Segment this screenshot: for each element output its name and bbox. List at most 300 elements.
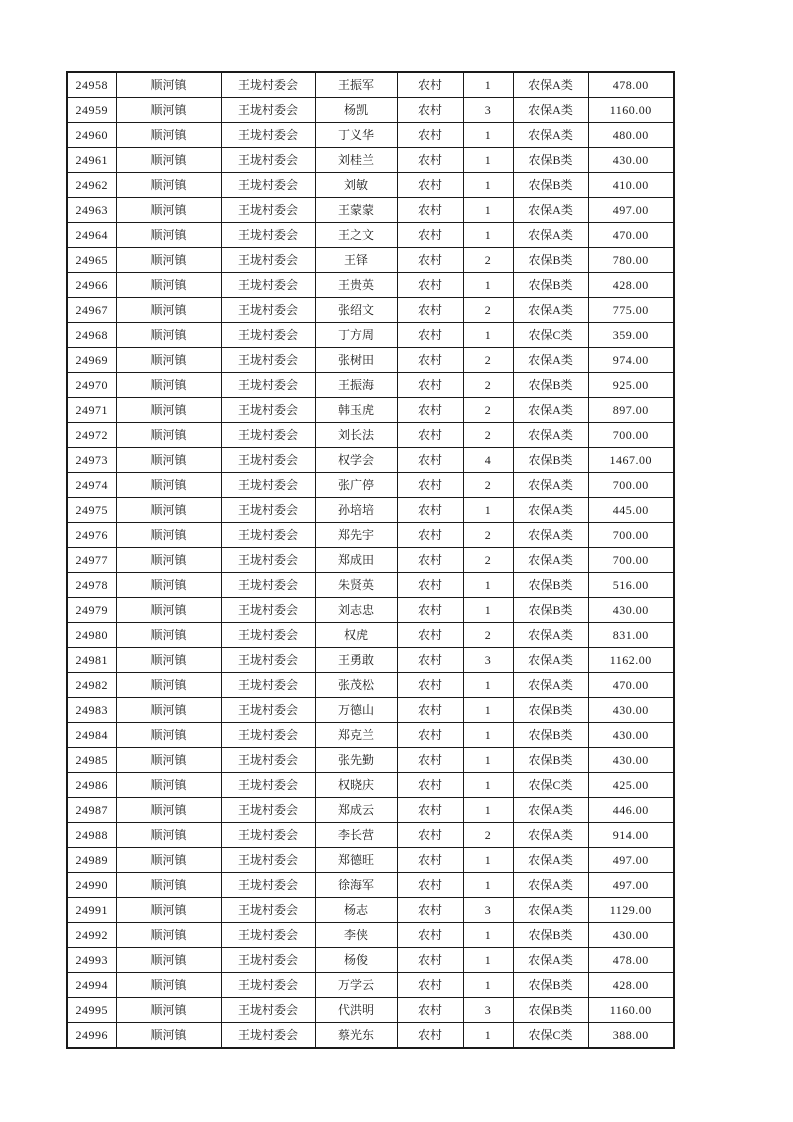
cell-person-count: 1	[463, 72, 513, 98]
cell-record-id: 24961	[67, 148, 116, 173]
cell-town: 顺河镇	[116, 898, 221, 923]
cell-person-name: 朱贤英	[315, 573, 397, 598]
cell-person-name: 王贵英	[315, 273, 397, 298]
cell-person-count: 2	[463, 823, 513, 848]
cell-person-count: 1	[463, 773, 513, 798]
table-row	[67, 623, 674, 648]
cell-village-committee: 王垅村委会	[221, 723, 315, 748]
cell-amount: 516.00	[588, 573, 674, 598]
cell-town: 顺河镇	[116, 123, 221, 148]
cell-insurance-category: 农保B类	[513, 248, 588, 273]
insurance-roster-table	[66, 71, 675, 1049]
table-row	[67, 773, 674, 798]
cell-amount: 497.00	[588, 198, 674, 223]
cell-amount: 430.00	[588, 598, 674, 623]
cell-insurance-category: 农保A类	[513, 823, 588, 848]
cell-amount: 700.00	[588, 548, 674, 573]
cell-village-committee: 王垅村委会	[221, 1023, 315, 1049]
cell-village-committee: 王垅村委会	[221, 673, 315, 698]
cell-town: 顺河镇	[116, 973, 221, 998]
cell-residence-type: 农村	[397, 873, 463, 898]
cell-town: 顺河镇	[116, 348, 221, 373]
cell-record-id: 24965	[67, 248, 116, 273]
cell-insurance-category: 农保B类	[513, 723, 588, 748]
cell-record-id: 24968	[67, 323, 116, 348]
cell-person-name: 刘桂兰	[315, 148, 397, 173]
cell-insurance-category: 农保A类	[513, 798, 588, 823]
cell-person-name: 万学云	[315, 973, 397, 998]
cell-person-name: 张先勤	[315, 748, 397, 773]
cell-record-id: 24958	[67, 72, 116, 98]
cell-record-id: 24996	[67, 1023, 116, 1049]
cell-record-id: 24982	[67, 673, 116, 698]
cell-village-committee: 王垅村委会	[221, 648, 315, 673]
cell-amount: 445.00	[588, 498, 674, 523]
cell-town: 顺河镇	[116, 198, 221, 223]
cell-insurance-category: 农保C类	[513, 323, 588, 348]
cell-person-count: 1	[463, 723, 513, 748]
cell-person-count: 2	[463, 348, 513, 373]
cell-residence-type: 农村	[397, 298, 463, 323]
cell-person-name: 李侠	[315, 923, 397, 948]
cell-village-committee: 王垅村委会	[221, 748, 315, 773]
cell-person-name: 王铎	[315, 248, 397, 273]
cell-person-name: 杨志	[315, 898, 397, 923]
cell-amount: 430.00	[588, 698, 674, 723]
cell-person-count: 1	[463, 798, 513, 823]
cell-village-committee: 王垅村委会	[221, 498, 315, 523]
cell-insurance-category: 农保B类	[513, 448, 588, 473]
cell-person-count: 2	[463, 373, 513, 398]
cell-person-count: 1	[463, 323, 513, 348]
cell-town: 顺河镇	[116, 373, 221, 398]
cell-village-committee: 王垅村委会	[221, 848, 315, 873]
cell-town: 顺河镇	[116, 598, 221, 623]
cell-insurance-category: 农保A类	[513, 423, 588, 448]
cell-town: 顺河镇	[116, 573, 221, 598]
cell-residence-type: 农村	[397, 148, 463, 173]
cell-insurance-category: 农保A类	[513, 898, 588, 923]
cell-amount: 388.00	[588, 1023, 674, 1049]
cell-record-id: 24976	[67, 523, 116, 548]
cell-town: 顺河镇	[116, 923, 221, 948]
cell-residence-type: 农村	[397, 248, 463, 273]
cell-record-id: 24966	[67, 273, 116, 298]
cell-record-id: 24994	[67, 973, 116, 998]
cell-person-name: 王振海	[315, 373, 397, 398]
cell-person-name: 韩玉虎	[315, 398, 397, 423]
cell-residence-type: 农村	[397, 173, 463, 198]
cell-village-committee: 王垅村委会	[221, 823, 315, 848]
cell-town: 顺河镇	[116, 248, 221, 273]
cell-insurance-category: 农保A类	[513, 498, 588, 523]
cell-residence-type: 农村	[397, 498, 463, 523]
cell-residence-type: 农村	[397, 273, 463, 298]
cell-person-count: 1	[463, 748, 513, 773]
cell-village-committee: 王垅村委会	[221, 623, 315, 648]
cell-record-id: 24993	[67, 948, 116, 973]
cell-amount: 1160.00	[588, 98, 674, 123]
cell-person-count: 1	[463, 148, 513, 173]
cell-town: 顺河镇	[116, 748, 221, 773]
table-row	[67, 898, 674, 923]
cell-residence-type: 农村	[397, 948, 463, 973]
cell-town: 顺河镇	[116, 798, 221, 823]
cell-amount: 831.00	[588, 623, 674, 648]
cell-village-committee: 王垅村委会	[221, 523, 315, 548]
cell-person-count: 1	[463, 1023, 513, 1049]
cell-amount: 430.00	[588, 723, 674, 748]
cell-amount: 1129.00	[588, 898, 674, 923]
cell-record-id: 24973	[67, 448, 116, 473]
table-row	[67, 348, 674, 373]
cell-record-id: 24972	[67, 423, 116, 448]
cell-person-count: 3	[463, 648, 513, 673]
cell-record-id: 24963	[67, 198, 116, 223]
cell-amount: 430.00	[588, 923, 674, 948]
cell-residence-type: 农村	[397, 573, 463, 598]
cell-town: 顺河镇	[116, 848, 221, 873]
cell-residence-type: 农村	[397, 598, 463, 623]
cell-person-count: 1	[463, 923, 513, 948]
cell-town: 顺河镇	[116, 423, 221, 448]
cell-insurance-category: 农保B类	[513, 698, 588, 723]
cell-town: 顺河镇	[116, 398, 221, 423]
cell-record-id: 24971	[67, 398, 116, 423]
cell-person-count: 1	[463, 848, 513, 873]
cell-village-committee: 王垅村委会	[221, 98, 315, 123]
cell-record-id: 24970	[67, 373, 116, 398]
cell-residence-type: 农村	[397, 223, 463, 248]
cell-insurance-category: 农保A类	[513, 298, 588, 323]
table-row	[67, 823, 674, 848]
cell-residence-type: 农村	[397, 898, 463, 923]
cell-residence-type: 农村	[397, 548, 463, 573]
cell-person-count: 1	[463, 698, 513, 723]
cell-village-committee: 王垅村委会	[221, 698, 315, 723]
cell-person-count: 2	[463, 523, 513, 548]
cell-village-committee: 王垅村委会	[221, 998, 315, 1023]
table-row	[67, 72, 674, 98]
cell-record-id: 24980	[67, 623, 116, 648]
table-row	[67, 548, 674, 573]
cell-village-committee: 王垅村委会	[221, 773, 315, 798]
cell-person-name: 张茂松	[315, 673, 397, 698]
cell-amount: 497.00	[588, 848, 674, 873]
cell-person-name: 王振军	[315, 72, 397, 98]
cell-insurance-category: 农保A类	[513, 548, 588, 573]
cell-person-name: 郑德旺	[315, 848, 397, 873]
table-row	[67, 948, 674, 973]
cell-residence-type: 农村	[397, 423, 463, 448]
cell-residence-type: 农村	[397, 523, 463, 548]
cell-insurance-category: 农保A类	[513, 873, 588, 898]
cell-person-count: 1	[463, 573, 513, 598]
cell-village-committee: 王垅村委会	[221, 273, 315, 298]
table-row	[67, 923, 674, 948]
cell-person-name: 张绍文	[315, 298, 397, 323]
cell-insurance-category: 农保A类	[513, 523, 588, 548]
table-row	[67, 423, 674, 448]
cell-record-id: 24992	[67, 923, 116, 948]
cell-record-id: 24985	[67, 748, 116, 773]
cell-amount: 700.00	[588, 423, 674, 448]
cell-residence-type: 农村	[397, 998, 463, 1023]
cell-record-id: 24959	[67, 98, 116, 123]
table-row	[67, 323, 674, 348]
cell-amount: 446.00	[588, 798, 674, 823]
cell-person-name: 丁方周	[315, 323, 397, 348]
cell-person-name: 蔡光东	[315, 1023, 397, 1049]
cell-amount: 430.00	[588, 148, 674, 173]
table-row	[67, 448, 674, 473]
cell-person-count: 1	[463, 598, 513, 623]
cell-person-name: 杨凯	[315, 98, 397, 123]
cell-insurance-category: 农保A类	[513, 648, 588, 673]
cell-village-committee: 王垅村委会	[221, 598, 315, 623]
table-row	[67, 723, 674, 748]
cell-residence-type: 农村	[397, 473, 463, 498]
cell-insurance-category: 农保B类	[513, 173, 588, 198]
table-row	[67, 873, 674, 898]
cell-village-committee: 王垅村委会	[221, 298, 315, 323]
cell-person-name: 刘长法	[315, 423, 397, 448]
cell-residence-type: 农村	[397, 123, 463, 148]
cell-person-count: 1	[463, 948, 513, 973]
cell-residence-type: 农村	[397, 623, 463, 648]
table-body	[67, 72, 674, 1048]
cell-amount: 430.00	[588, 748, 674, 773]
table-row	[67, 648, 674, 673]
cell-person-name: 万德山	[315, 698, 397, 723]
cell-residence-type: 农村	[397, 923, 463, 948]
cell-village-committee: 王垅村委会	[221, 473, 315, 498]
cell-person-name: 张树田	[315, 348, 397, 373]
cell-insurance-category: 农保A类	[513, 473, 588, 498]
cell-village-committee: 王垅村委会	[221, 123, 315, 148]
cell-insurance-category: 农保A类	[513, 623, 588, 648]
cell-record-id: 24977	[67, 548, 116, 573]
cell-record-id: 24987	[67, 798, 116, 823]
cell-village-committee: 王垅村委会	[221, 348, 315, 373]
cell-amount: 478.00	[588, 72, 674, 98]
cell-amount: 1160.00	[588, 998, 674, 1023]
cell-person-name: 杨俊	[315, 948, 397, 973]
cell-amount: 1467.00	[588, 448, 674, 473]
cell-village-committee: 王垅村委会	[221, 873, 315, 898]
cell-town: 顺河镇	[116, 948, 221, 973]
cell-amount: 780.00	[588, 248, 674, 273]
cell-person-count: 1	[463, 223, 513, 248]
table-row	[67, 398, 674, 423]
cell-insurance-category: 农保A类	[513, 848, 588, 873]
cell-insurance-category: 农保A类	[513, 123, 588, 148]
cell-residence-type: 农村	[397, 848, 463, 873]
cell-record-id: 24988	[67, 823, 116, 848]
cell-village-committee: 王垅村委会	[221, 548, 315, 573]
table-row	[67, 998, 674, 1023]
table-row	[67, 248, 674, 273]
cell-insurance-category: 农保A类	[513, 348, 588, 373]
table-row	[67, 973, 674, 998]
cell-residence-type: 农村	[397, 823, 463, 848]
table-row	[67, 598, 674, 623]
cell-amount: 428.00	[588, 973, 674, 998]
cell-person-count: 2	[463, 423, 513, 448]
cell-insurance-category: 农保B类	[513, 373, 588, 398]
cell-person-count: 2	[463, 623, 513, 648]
cell-person-name: 刘敏	[315, 173, 397, 198]
cell-residence-type: 农村	[397, 673, 463, 698]
cell-village-committee: 王垅村委会	[221, 898, 315, 923]
cell-record-id: 24974	[67, 473, 116, 498]
cell-residence-type: 农村	[397, 198, 463, 223]
cell-insurance-category: 农保B类	[513, 923, 588, 948]
cell-village-committee: 王垅村委会	[221, 573, 315, 598]
cell-person-count: 1	[463, 123, 513, 148]
cell-town: 顺河镇	[116, 823, 221, 848]
cell-village-committee: 王垅村委会	[221, 973, 315, 998]
table-row	[67, 373, 674, 398]
table-row	[67, 298, 674, 323]
table-row	[67, 523, 674, 548]
cell-amount: 497.00	[588, 873, 674, 898]
cell-record-id: 24983	[67, 698, 116, 723]
cell-record-id: 24964	[67, 223, 116, 248]
cell-residence-type: 农村	[397, 773, 463, 798]
cell-insurance-category: 农保A类	[513, 948, 588, 973]
cell-person-count: 1	[463, 498, 513, 523]
cell-amount: 428.00	[588, 273, 674, 298]
cell-residence-type: 农村	[397, 748, 463, 773]
cell-person-name: 李长营	[315, 823, 397, 848]
cell-amount: 359.00	[588, 323, 674, 348]
cell-town: 顺河镇	[116, 548, 221, 573]
cell-insurance-category: 农保A类	[513, 98, 588, 123]
cell-residence-type: 农村	[397, 648, 463, 673]
cell-residence-type: 农村	[397, 723, 463, 748]
cell-person-name: 徐海军	[315, 873, 397, 898]
cell-town: 顺河镇	[116, 523, 221, 548]
cell-residence-type: 农村	[397, 1023, 463, 1049]
cell-amount: 700.00	[588, 473, 674, 498]
cell-residence-type: 农村	[397, 698, 463, 723]
table-row	[67, 198, 674, 223]
cell-town: 顺河镇	[116, 648, 221, 673]
cell-town: 顺河镇	[116, 773, 221, 798]
cell-residence-type: 农村	[397, 348, 463, 373]
cell-person-count: 3	[463, 998, 513, 1023]
cell-town: 顺河镇	[116, 698, 221, 723]
cell-amount: 425.00	[588, 773, 674, 798]
cell-town: 顺河镇	[116, 723, 221, 748]
cell-record-id: 24960	[67, 123, 116, 148]
cell-amount: 1162.00	[588, 648, 674, 673]
cell-town: 顺河镇	[116, 98, 221, 123]
cell-town: 顺河镇	[116, 173, 221, 198]
table-row	[67, 748, 674, 773]
cell-person-name: 刘志忠	[315, 598, 397, 623]
cell-insurance-category: 农保A类	[513, 72, 588, 98]
cell-residence-type: 农村	[397, 798, 463, 823]
cell-amount: 897.00	[588, 398, 674, 423]
cell-person-count: 1	[463, 673, 513, 698]
cell-person-count: 4	[463, 448, 513, 473]
cell-insurance-category: 农保C类	[513, 1023, 588, 1049]
cell-record-id: 24995	[67, 998, 116, 1023]
cell-amount: 410.00	[588, 173, 674, 198]
cell-person-count: 2	[463, 248, 513, 273]
cell-insurance-category: 农保B类	[513, 273, 588, 298]
cell-person-name: 权晓庆	[315, 773, 397, 798]
cell-record-id: 24979	[67, 598, 116, 623]
cell-person-name: 权虎	[315, 623, 397, 648]
cell-insurance-category: 农保C类	[513, 773, 588, 798]
cell-village-committee: 王垅村委会	[221, 248, 315, 273]
cell-town: 顺河镇	[116, 873, 221, 898]
cell-amount: 470.00	[588, 223, 674, 248]
cell-town: 顺河镇	[116, 298, 221, 323]
table-row	[67, 473, 674, 498]
cell-amount: 480.00	[588, 123, 674, 148]
cell-person-name: 孙培培	[315, 498, 397, 523]
table-row	[67, 123, 674, 148]
cell-person-count: 2	[463, 548, 513, 573]
cell-person-name: 张广停	[315, 473, 397, 498]
cell-town: 顺河镇	[116, 148, 221, 173]
cell-person-name: 郑成云	[315, 798, 397, 823]
cell-town: 顺河镇	[116, 998, 221, 1023]
cell-town: 顺河镇	[116, 323, 221, 348]
cell-insurance-category: 农保A类	[513, 198, 588, 223]
cell-record-id: 24981	[67, 648, 116, 673]
cell-insurance-category: 农保A类	[513, 398, 588, 423]
cell-town: 顺河镇	[116, 498, 221, 523]
table-row	[67, 698, 674, 723]
cell-person-count: 1	[463, 973, 513, 998]
cell-person-count: 2	[463, 398, 513, 423]
cell-amount: 775.00	[588, 298, 674, 323]
cell-person-count: 1	[463, 873, 513, 898]
cell-record-id: 24984	[67, 723, 116, 748]
cell-town: 顺河镇	[116, 673, 221, 698]
cell-village-committee: 王垅村委会	[221, 948, 315, 973]
cell-amount: 470.00	[588, 673, 674, 698]
cell-village-committee: 王垅村委会	[221, 398, 315, 423]
cell-insurance-category: 农保A类	[513, 223, 588, 248]
table-row	[67, 848, 674, 873]
cell-amount: 925.00	[588, 373, 674, 398]
cell-record-id: 24967	[67, 298, 116, 323]
cell-residence-type: 农村	[397, 98, 463, 123]
table-row	[67, 273, 674, 298]
table-row	[67, 673, 674, 698]
cell-insurance-category: 农保B类	[513, 998, 588, 1023]
cell-record-id: 24978	[67, 573, 116, 598]
cell-insurance-category: 农保B类	[513, 573, 588, 598]
cell-village-committee: 王垅村委会	[221, 72, 315, 98]
cell-village-committee: 王垅村委会	[221, 323, 315, 348]
cell-town: 顺河镇	[116, 473, 221, 498]
cell-village-committee: 王垅村委会	[221, 448, 315, 473]
cell-insurance-category: 农保B类	[513, 148, 588, 173]
cell-village-committee: 王垅村委会	[221, 373, 315, 398]
cell-insurance-category: 农保B类	[513, 973, 588, 998]
cell-person-name: 郑先宇	[315, 523, 397, 548]
cell-residence-type: 农村	[397, 448, 463, 473]
table-row	[67, 148, 674, 173]
cell-record-id: 24969	[67, 348, 116, 373]
